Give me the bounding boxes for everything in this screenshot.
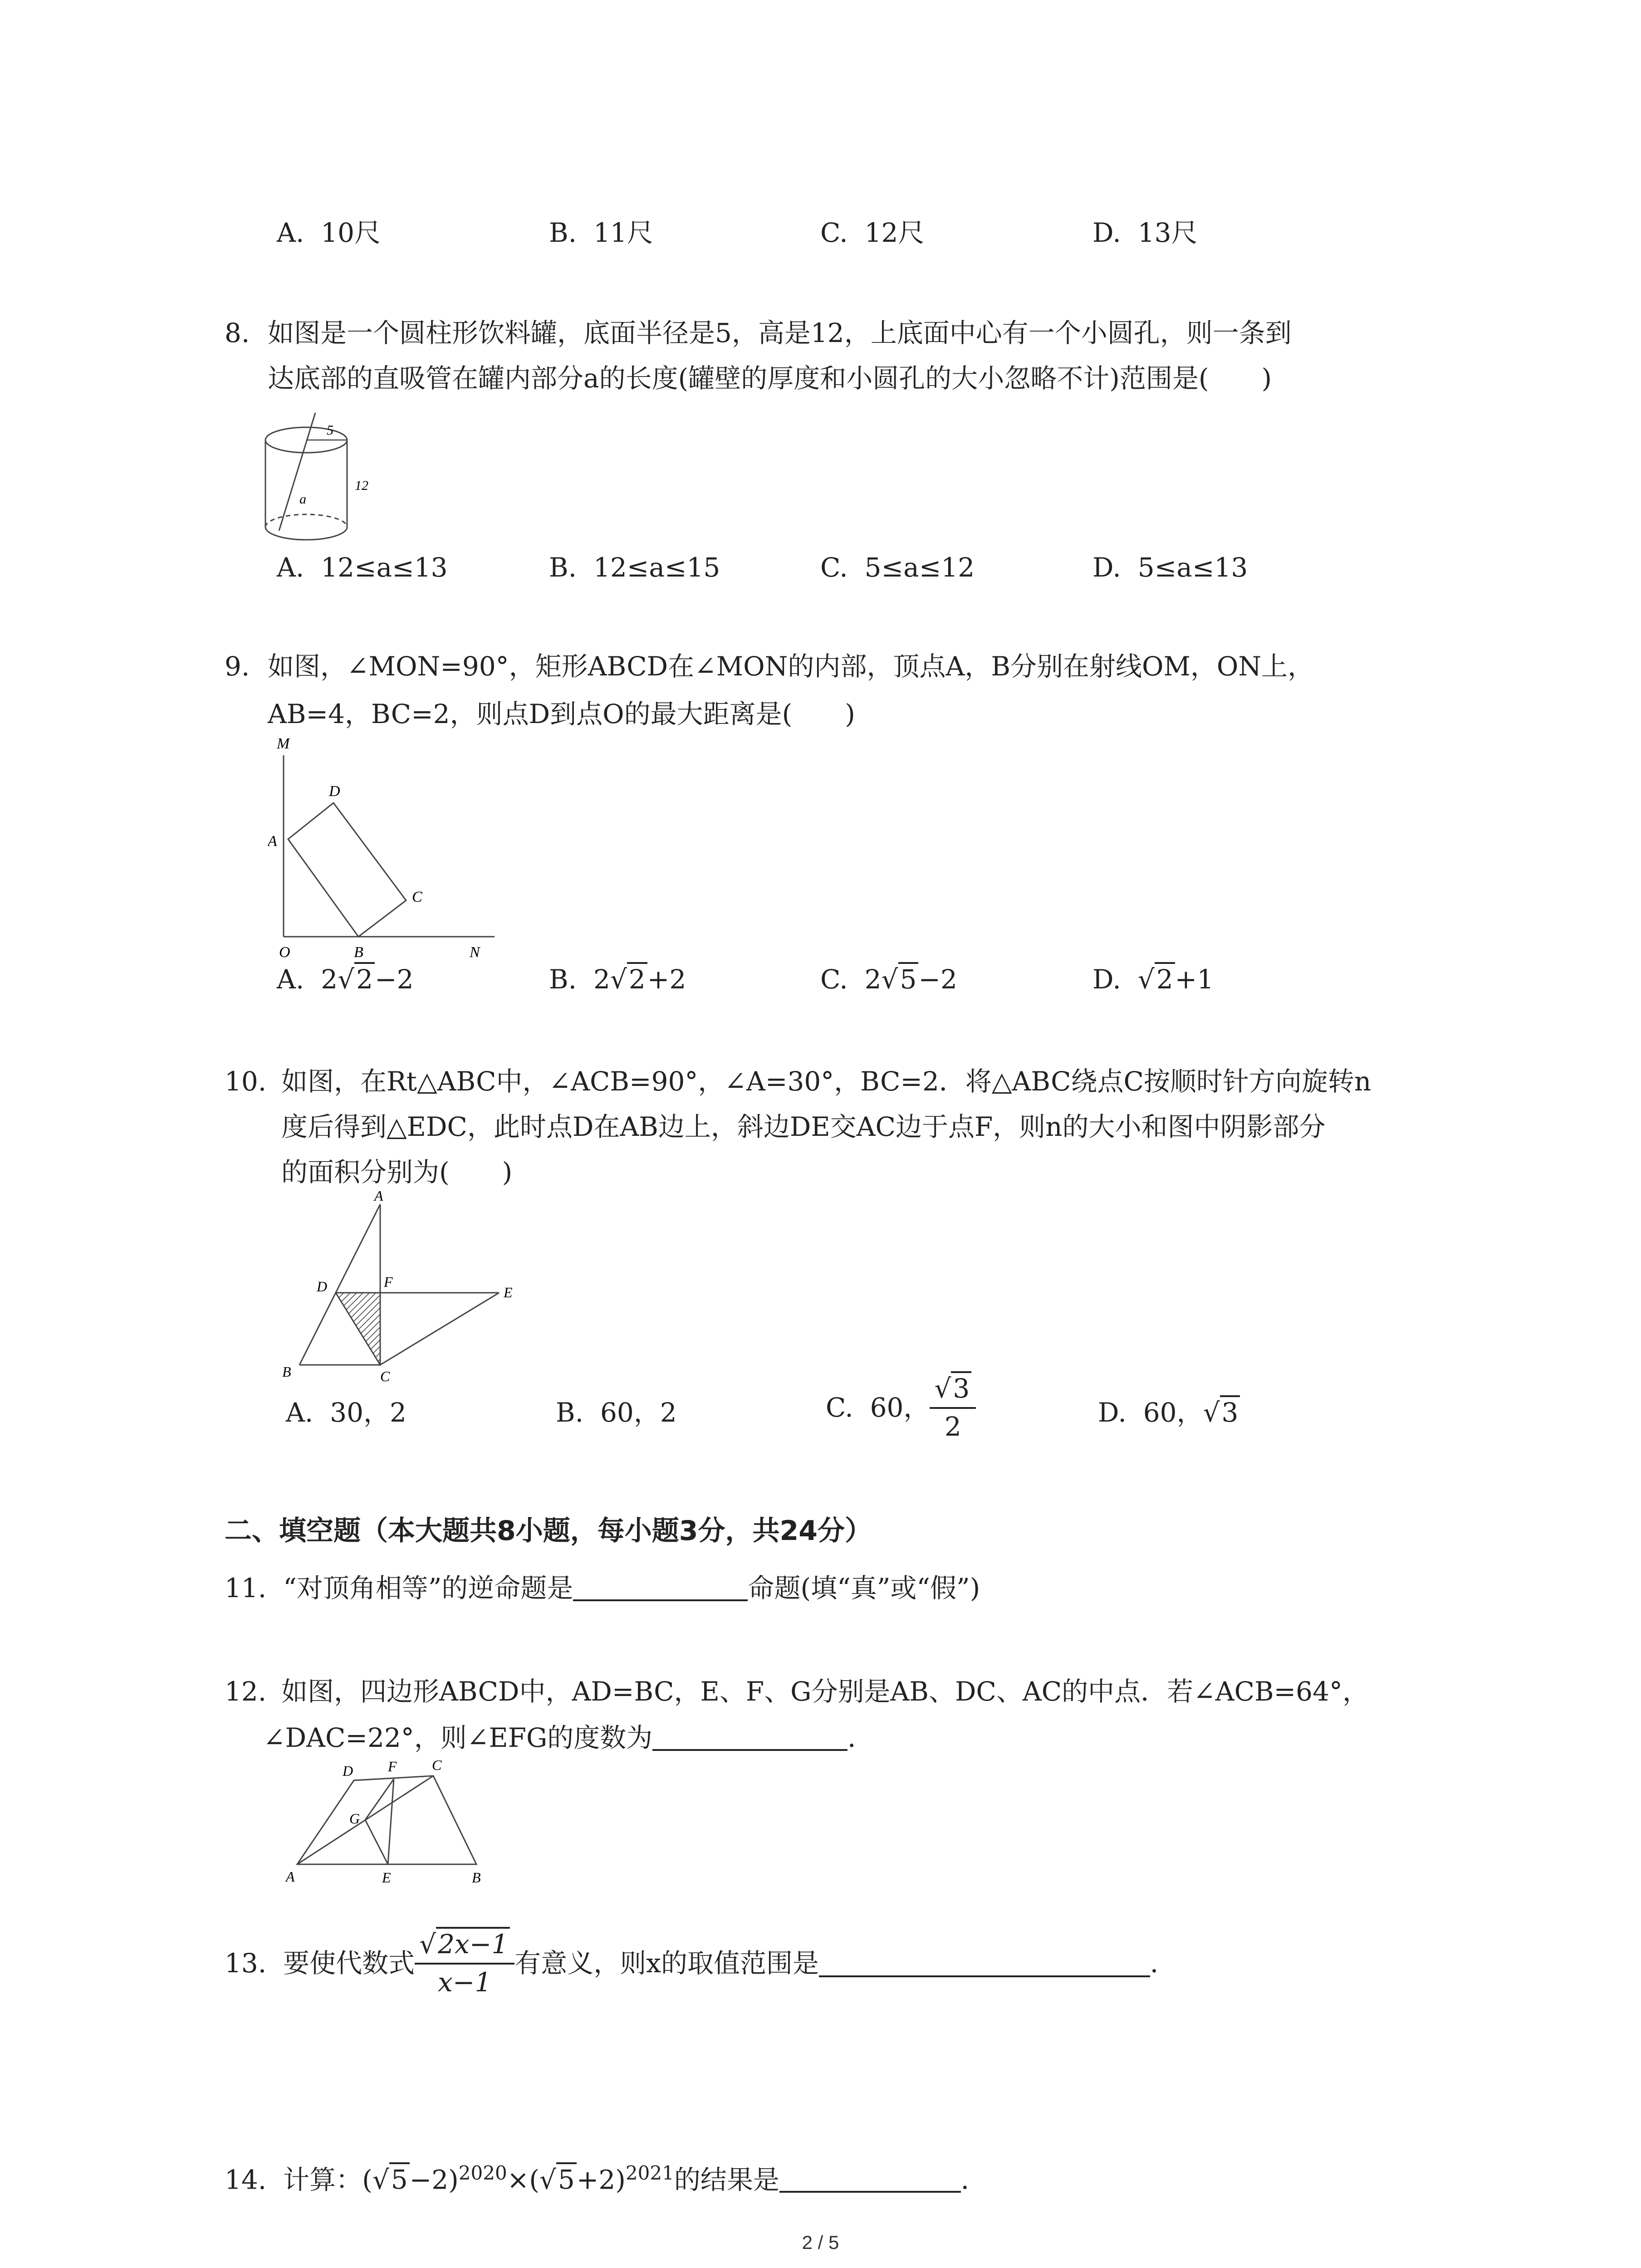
q9-number: 9. (225, 651, 250, 682)
q12-line1: 如图，四边形ABCD中，AD=BC，E、F、G分别是AB、DC、AC的中点．若∠ACB=64°， (281, 1676, 1369, 1707)
section-2-heading: 二、填空题（本大题共8小题，每小题3分，共24分） (225, 1515, 872, 1547)
q12-label-f: F (388, 1758, 397, 1774)
sqrt-sign-icon: √ (934, 1373, 951, 1404)
page-number: 2 / 5 (802, 2232, 839, 2253)
q11-answer-blank[interactable] (573, 1574, 748, 1601)
q10-option-d: D. 60，√3 (1098, 1399, 1240, 1426)
q10-line1: 如图，在Rt△ABC中，∠ACB=90°，∠A=30°，BC=2．将△ABC绕点C按顺时针方向旋转n (281, 1066, 1372, 1097)
q8-label-radius: 5 (327, 423, 333, 438)
q10-triangle-figure (272, 1191, 544, 1390)
sqrt-sign-icon: √2 (1138, 966, 1175, 992)
q8-line2: 达底部的直吸管在罐内部分a的长度(罐壁的厚度和小圆孔的大小忽略不计)范围是( ) (268, 363, 1272, 394)
q12-label-e: E (382, 1869, 391, 1886)
q12-label-b: B (472, 1869, 481, 1886)
q7-option-a: A. 10尺 (277, 217, 381, 248)
q14-answer-blank[interactable] (779, 2165, 961, 2193)
question-11: 11. “对顶角相等”的逆命题是 命题(填“真”或“假”) (225, 1573, 980, 1603)
q10-label-f: F (384, 1274, 393, 1290)
q10-label-b: B (282, 1364, 291, 1380)
q13-fraction: $\frac{√2x-1}{x-1}$ (415, 1930, 514, 1997)
q12-label-c: C (432, 1757, 442, 1773)
q8-label-height: 12 (355, 478, 368, 493)
q13-answer-blank[interactable] (819, 1950, 1150, 1977)
q9-rectangle-figure (268, 735, 504, 962)
q9-option-a: A. 2√2−2 (277, 966, 413, 992)
q10-option-b: B. 60，2 (556, 1397, 677, 1428)
q8-line1: 如图是一个圆柱形饮料罐，底面半径是5，高是12，上底面中心有一个小圆孔，则一条到 (268, 318, 1292, 348)
q10-line2: 度后得到△EDC，此时点D在AB边上，斜边DE交AC边于点F，则n的大小和图中阴影部分 (281, 1111, 1326, 1142)
q8-option-a: A. 12≤a≤13 (277, 552, 448, 583)
q9-label-b: B (354, 944, 363, 961)
q12-quadrilateral-figure (272, 1755, 508, 1892)
q7-option-d: D. 13尺 (1092, 217, 1198, 248)
q12-label-a: A (286, 1868, 295, 1885)
q9-label-d: D (329, 783, 340, 800)
q12-label-d: D (343, 1763, 353, 1779)
q10-label-d: D (317, 1278, 328, 1295)
q8-label-straw: a (299, 492, 306, 507)
q9-line2: AB=4，BC=2，则点D到点O的最大距离是( ) (268, 699, 855, 729)
q12-line2: ∠DAC=22°，则∠EFG的度数为 ． (263, 1722, 874, 1753)
q9-label-n: N (470, 944, 480, 961)
q9-line1: 如图，∠MON=90°，矩形ABCD在∠MON的内部，顶点A，B分别在射线OM，ON上， (268, 651, 1314, 682)
q8-option-b: B. 12≤a≤15 (549, 552, 720, 583)
q8-option-c: C. 5≤a≤12 (820, 552, 975, 583)
q10-line3: 的面积分别为( ) (281, 1157, 513, 1188)
q9-option-c: C. 2√5−2 (820, 966, 957, 992)
q10-label-c: C (380, 1368, 390, 1384)
q7-option-b: B. 11尺 (549, 217, 653, 248)
q10-label-e: E (504, 1284, 513, 1300)
q10-option-c: C. 60， $\frac{√3}{2}$ (826, 1374, 976, 1442)
sqrt-sign-icon: √5 (882, 966, 919, 992)
q8-cylinder-figure (254, 408, 390, 544)
question-14: 14. 计算：$(√5-2)^{2020}\times(√5+2)^{2021}$的结果是 ． (225, 2162, 987, 2195)
q10-option-c-fraction: $\frac{√3}{2}$ (930, 1374, 976, 1442)
q7-option-c: C. 12尺 (820, 217, 925, 248)
sqrt-sign-icon: √2 (610, 966, 647, 992)
q9-option-b: B. 2√2+2 (549, 966, 686, 992)
q9-label-m: M (277, 735, 290, 752)
q10-option-a: A. 30，2 (286, 1397, 407, 1428)
q9-option-d: D. √2+1 (1092, 966, 1214, 992)
q12-answer-blank[interactable] (652, 1724, 847, 1751)
q10-number: 10. (225, 1066, 267, 1097)
q12-number: 12. (225, 1676, 267, 1707)
sqrt-sign-icon: √ (419, 1929, 436, 1960)
sqrt-sign-icon: √2 (338, 966, 375, 992)
q8-option-d: D. 5≤a≤13 (1092, 552, 1248, 583)
q9-label-o: O (279, 944, 290, 961)
q8-number: 8. (225, 318, 250, 348)
sqrt-sign-icon: √ (539, 2164, 556, 2195)
q9-label-c: C (412, 889, 422, 905)
q9-label-a: A (268, 833, 277, 850)
question-13: 13. 要使代数式 $\frac{√2x-1}{x-1}$ 有意义，则x的取值范围是 ． (225, 1930, 1176, 1997)
q10-label-a: A (374, 1191, 383, 1204)
sqrt-sign-icon: √ (372, 2164, 389, 2195)
sqrt-sign-icon: √ (1203, 1397, 1220, 1428)
q12-label-g: G (349, 1810, 360, 1827)
